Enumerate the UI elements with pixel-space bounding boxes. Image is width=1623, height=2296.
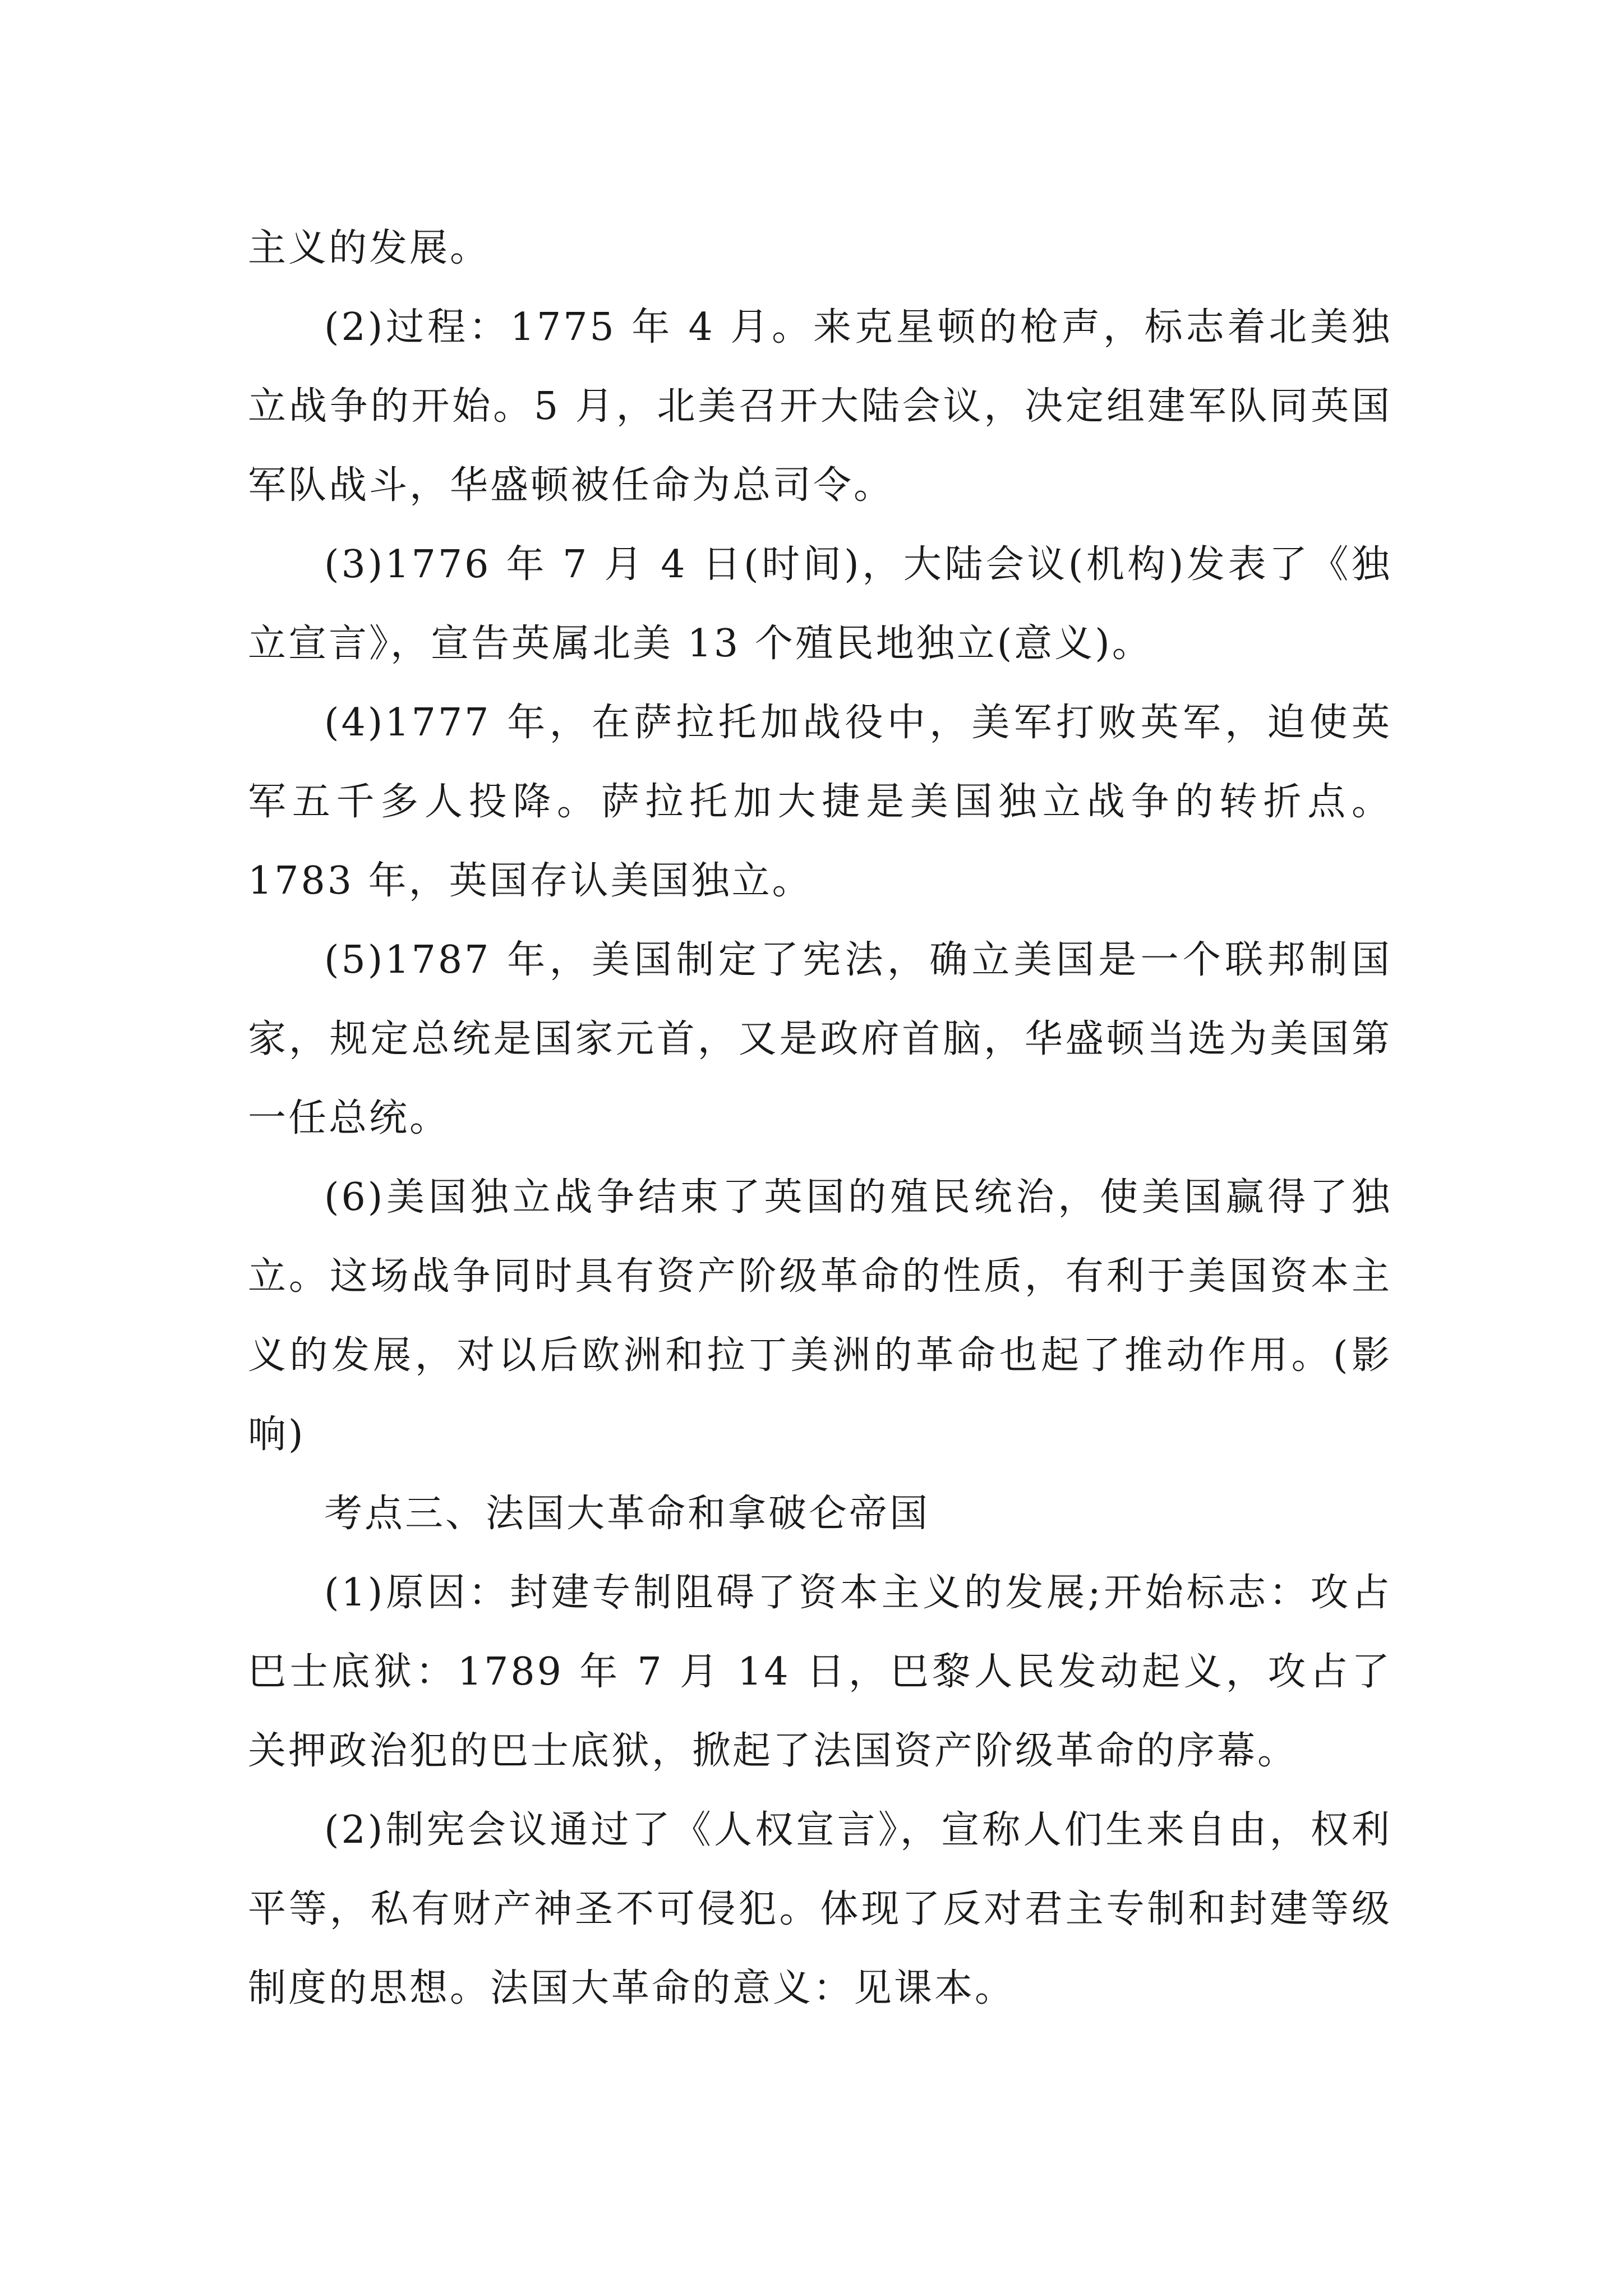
- paragraph-item-4: (4)1777 年，在萨拉托加战役中，美军打败英军，迫使英军五千多人投降。萨拉托加大捷是美国独立战争的转折点。1783 年，英国存认美国独立。: [248, 701, 1392, 903]
- paragraph-continuation: 主义的发展。: [248, 226, 491, 270]
- paragraph-item-5: (5)1787 年，美国制定了宪法，确立美国是一个联邦制国家，规定总统是国家元首，又是政府首脑，华盛顿当选为美国第一任总统。: [248, 938, 1392, 1140]
- paragraph-item-2: (2)过程：1775 年 4 月。来克星顿的枪声，标志着北美独立战争的开始。5 月，北美召开大陆会议，决定组建军队同英国军队战斗，华盛顿被任命为总司令。: [248, 305, 1392, 508]
- section-heading: 考点三、法国大革命和拿破仑帝国: [324, 1492, 930, 1536]
- paragraph-section3-item-1: (1)原因：封建专制阻碍了资本主义的发展;开始标志：攻占巴士底狱：1789 年 7 月 14 日，巴黎人民发动起义，攻占了关押政治犯的巴士底狱，掀起了法国资产阶级革命的序幕。: [248, 1571, 1392, 1773]
- paragraph-item-6: (6)美国独立战争结束了英国的殖民统治，使美国赢得了独立。这场战争同时具有资产阶级革命的性质，有利于美国资本主义的发展，对以后欧洲和拉丁美洲的革命也起了推动作用。(影响): [248, 1175, 1392, 1457]
- document-body: [248, 209, 1392, 2028]
- paragraph-item-3: (3)1776 年 7 月 4 日(时间)，大陆会议(机构)发表了《独立宣言》，宣告英属北美 13 个殖民地独立(意义)。: [248, 542, 1392, 666]
- paragraph-section3-item-2: (2)制宪会议通过了《人权宣言》，宣称人们生来自由，权利平等，私有财产神圣不可侵犯。体现了反对君主专制和封建等级制度的思想。法国大革命的意义：见课本。: [248, 1808, 1392, 2010]
